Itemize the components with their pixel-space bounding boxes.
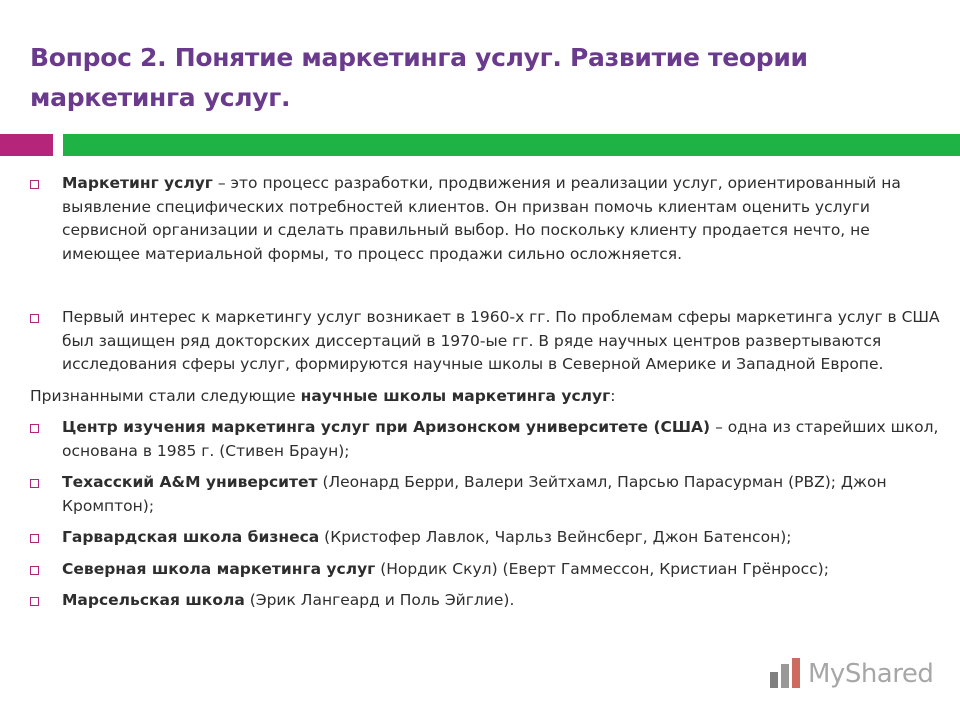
slide-content <box>30 172 940 613</box>
school-details: (Эрик Лангеард и Поль Эйглие). <box>244 591 515 609</box>
slide-title: Вопрос 2. Понятие маркетинга услуг. Развитие теории маркетинга услуг. <box>30 43 808 112</box>
bar-chart-icon <box>768 658 802 690</box>
school-item-harvard <box>30 526 940 550</box>
square-bullet-icon <box>30 424 39 433</box>
square-bullet-icon <box>30 534 39 543</box>
school-item-arizona <box>30 416 940 463</box>
school-name: Центр изучения маркетинга услуг при Аризонском университете (США) <box>62 418 711 436</box>
square-bullet-icon <box>30 314 39 323</box>
school-details: – одна из старейших школ, основана в 1985 г. (Стивен Браун); <box>62 418 939 460</box>
school-name: Техасский A&M университет <box>62 473 318 491</box>
myshared-watermark <box>768 656 933 692</box>
school-item-texas <box>30 471 940 518</box>
bullet-history <box>30 306 940 377</box>
square-bullet-icon <box>30 566 39 575</box>
school-item-nordic <box>30 558 940 582</box>
schools-intro <box>30 385 940 409</box>
school-details: (Кристофер Лавлок, Чарльз Вейнсберг, Джон Батенсон); <box>319 528 792 546</box>
school-details: (Леонард Берри, Валери Зейтхамл, Парсью Парасурман (PBZ); Джон Кромптон); <box>62 473 887 515</box>
school-item-marseille <box>30 589 940 613</box>
accent-bar-green <box>63 134 960 156</box>
square-bullet-icon <box>30 479 39 488</box>
history-text: Первый интерес к маркетингу услуг возникает в 1960-х гг. По проблемам сферы маркетинга услуг в США был защищен ряд докторских диссертаций в 1970-ые гг. В ряде научных центров развертываются исследования сферы услуг, формируются научные школы в Северной Америке и Западной Европе. <box>62 308 940 373</box>
intro-bold: научные школы маркетинга услуг <box>300 386 611 405</box>
term-bold: Маркетинг услуг <box>62 174 213 192</box>
definition-text: – это процесс разработки, продвижения и реализации услуг, ориентированный на выявление специфических потребностей клиентов. Он призван помочь клиентам оценить услуги сервисной организации и сделать правильный выбор. Но поскольку клиенту продается нечто, не имеющее материальной формы, то процесс продажи сильно осложняется. <box>62 174 901 263</box>
accent-bar-magenta <box>0 134 53 156</box>
square-bullet-icon <box>30 180 39 189</box>
school-name: Гарвардская школа бизнеса <box>62 528 320 546</box>
intro-prefix: Признанными стали следующие <box>30 386 301 405</box>
bullet-definition <box>30 172 940 266</box>
school-name: Северная школа маркетинга услуг <box>62 559 376 578</box>
intro-suffix: : <box>610 386 616 405</box>
watermark-text: MyShared <box>808 659 934 689</box>
square-bullet-icon <box>30 597 39 606</box>
school-details: (Нордик Скул) (Еверт Гаммессон, Кристиан Грёнросс); <box>375 559 829 578</box>
school-name: Марсельская школа <box>62 591 245 609</box>
